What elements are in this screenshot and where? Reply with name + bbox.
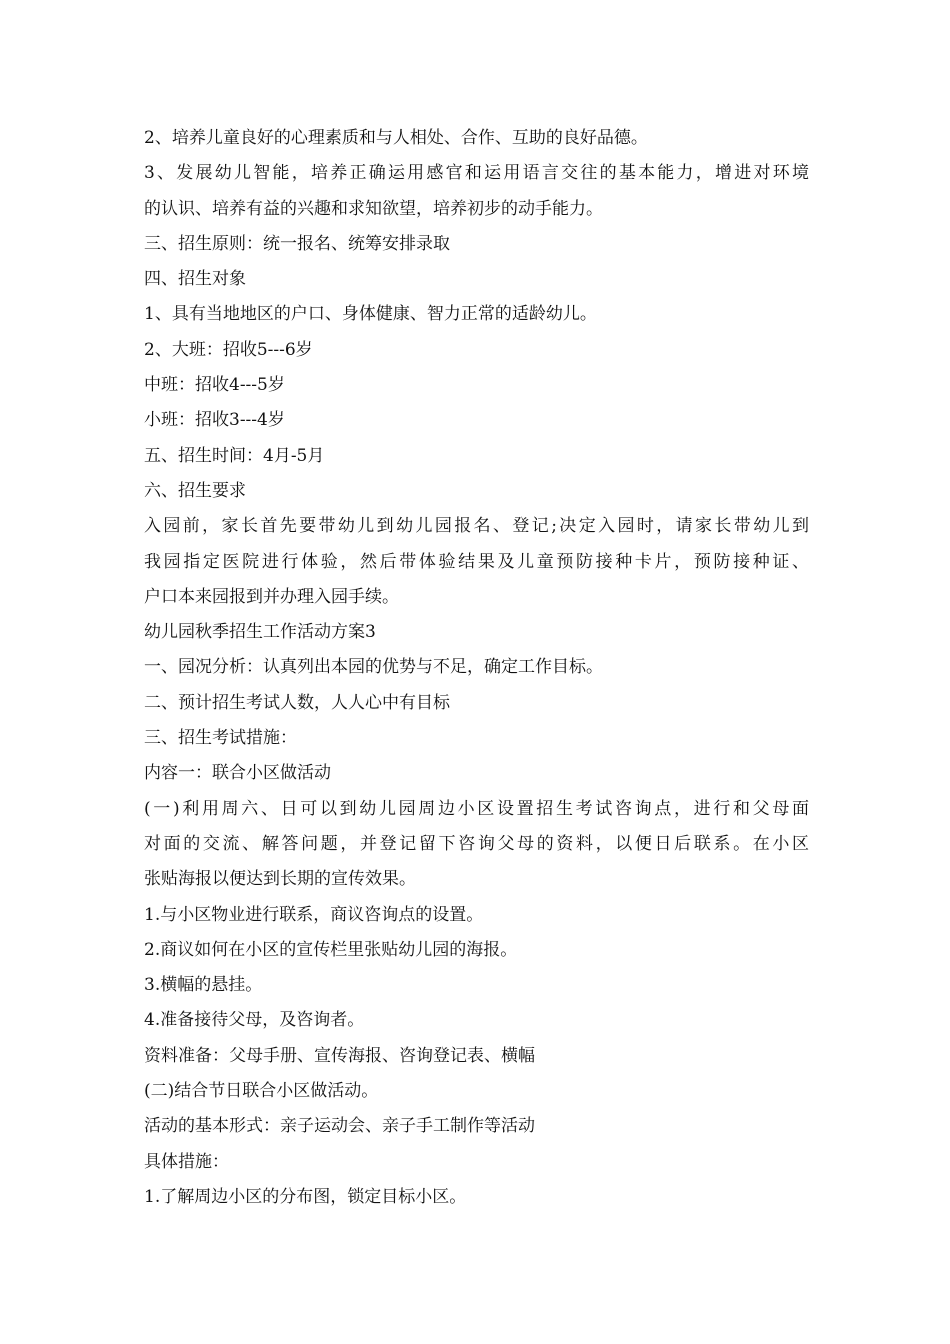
text-line: 内容一：联合小区做活动 bbox=[144, 763, 331, 784]
text-line: 三、招生原则：统一报名、统筹安排录取 bbox=[144, 233, 450, 254]
text-line: 三、招生考试措施： bbox=[144, 728, 297, 749]
text-line: 的认识、培养有益的兴趣和求知欲望，培养初步的动手能力。 bbox=[144, 198, 603, 219]
text-line: 幼儿园秋季招生工作活动方案3 bbox=[144, 622, 376, 643]
text-line: 1、具有当地地区的户口、身体健康、智力正常的适龄幼儿。 bbox=[144, 304, 597, 325]
text-line: 4.准备接待父母，及咨询者。 bbox=[144, 1010, 365, 1031]
text-line: 四、招生对象 bbox=[144, 269, 246, 290]
text-line: 3、发展幼儿智能，培养正确运用感官和运用语言交往的基本能力，增进对环境 bbox=[144, 163, 809, 184]
text-line: 一、园况分析：认真列出本园的优势与不足，确定工作目标。 bbox=[144, 657, 603, 678]
text-line: 二、预计招生考试人数，人人心中有目标 bbox=[144, 692, 450, 713]
text-line: 2、大班：招收5---6岁 bbox=[144, 339, 313, 360]
text-line: 2、培养儿童良好的心理素质和与人相处、合作、互助的良好品德。 bbox=[144, 128, 648, 148]
text-line: 1.了解周边小区的分布图，锁定目标小区。 bbox=[144, 1186, 467, 1207]
text-line: 六、招生要求 bbox=[144, 480, 246, 501]
text-line: 入园前，家长首先要带幼儿到幼儿园报名、登记;决定入园时，请家长带幼儿到 bbox=[144, 516, 809, 537]
text-line: 户口本来园报到并办理入园手续。 bbox=[144, 586, 399, 607]
text-line: 五、招生时间：4月-5月 bbox=[144, 445, 325, 466]
text-line: 对面的交流、解答问题，并登记留下咨询父母的资料，以便日后联系。在小区 bbox=[144, 833, 809, 854]
document-body bbox=[144, 121, 809, 1215]
text-line: 具体措施： bbox=[144, 1151, 229, 1172]
text-line: 活动的基本形式：亲子运动会、亲子手工制作等活动 bbox=[144, 1116, 535, 1137]
text-line: 资料准备：父母手册、宣传海报、咨询登记表、横幅 bbox=[144, 1045, 535, 1066]
text-line: (二)结合节日联合小区做活动。 bbox=[144, 1081, 379, 1102]
text-line: 2.商议如何在小区的宣传栏里张贴幼儿园的海报。 bbox=[144, 939, 518, 960]
text-line: 小班：招收3---4岁 bbox=[144, 410, 285, 431]
text-line: 1.与小区物业进行联系，商议咨询点的设置。 bbox=[144, 904, 484, 925]
text-line: 3.横幅的悬挂。 bbox=[144, 975, 263, 996]
text-line: (一)利用周六、日可以到幼儿园周边小区设置招生考试咨询点，进行和父母面 bbox=[144, 798, 809, 819]
text-line: 中班：招收4---5岁 bbox=[144, 375, 285, 396]
text-line: 张贴海报以便达到长期的宣传效果。 bbox=[144, 869, 416, 890]
text-line: 我园指定医院进行体验，然后带体验结果及儿童预防接种卡片，预防接种证、 bbox=[144, 551, 809, 572]
